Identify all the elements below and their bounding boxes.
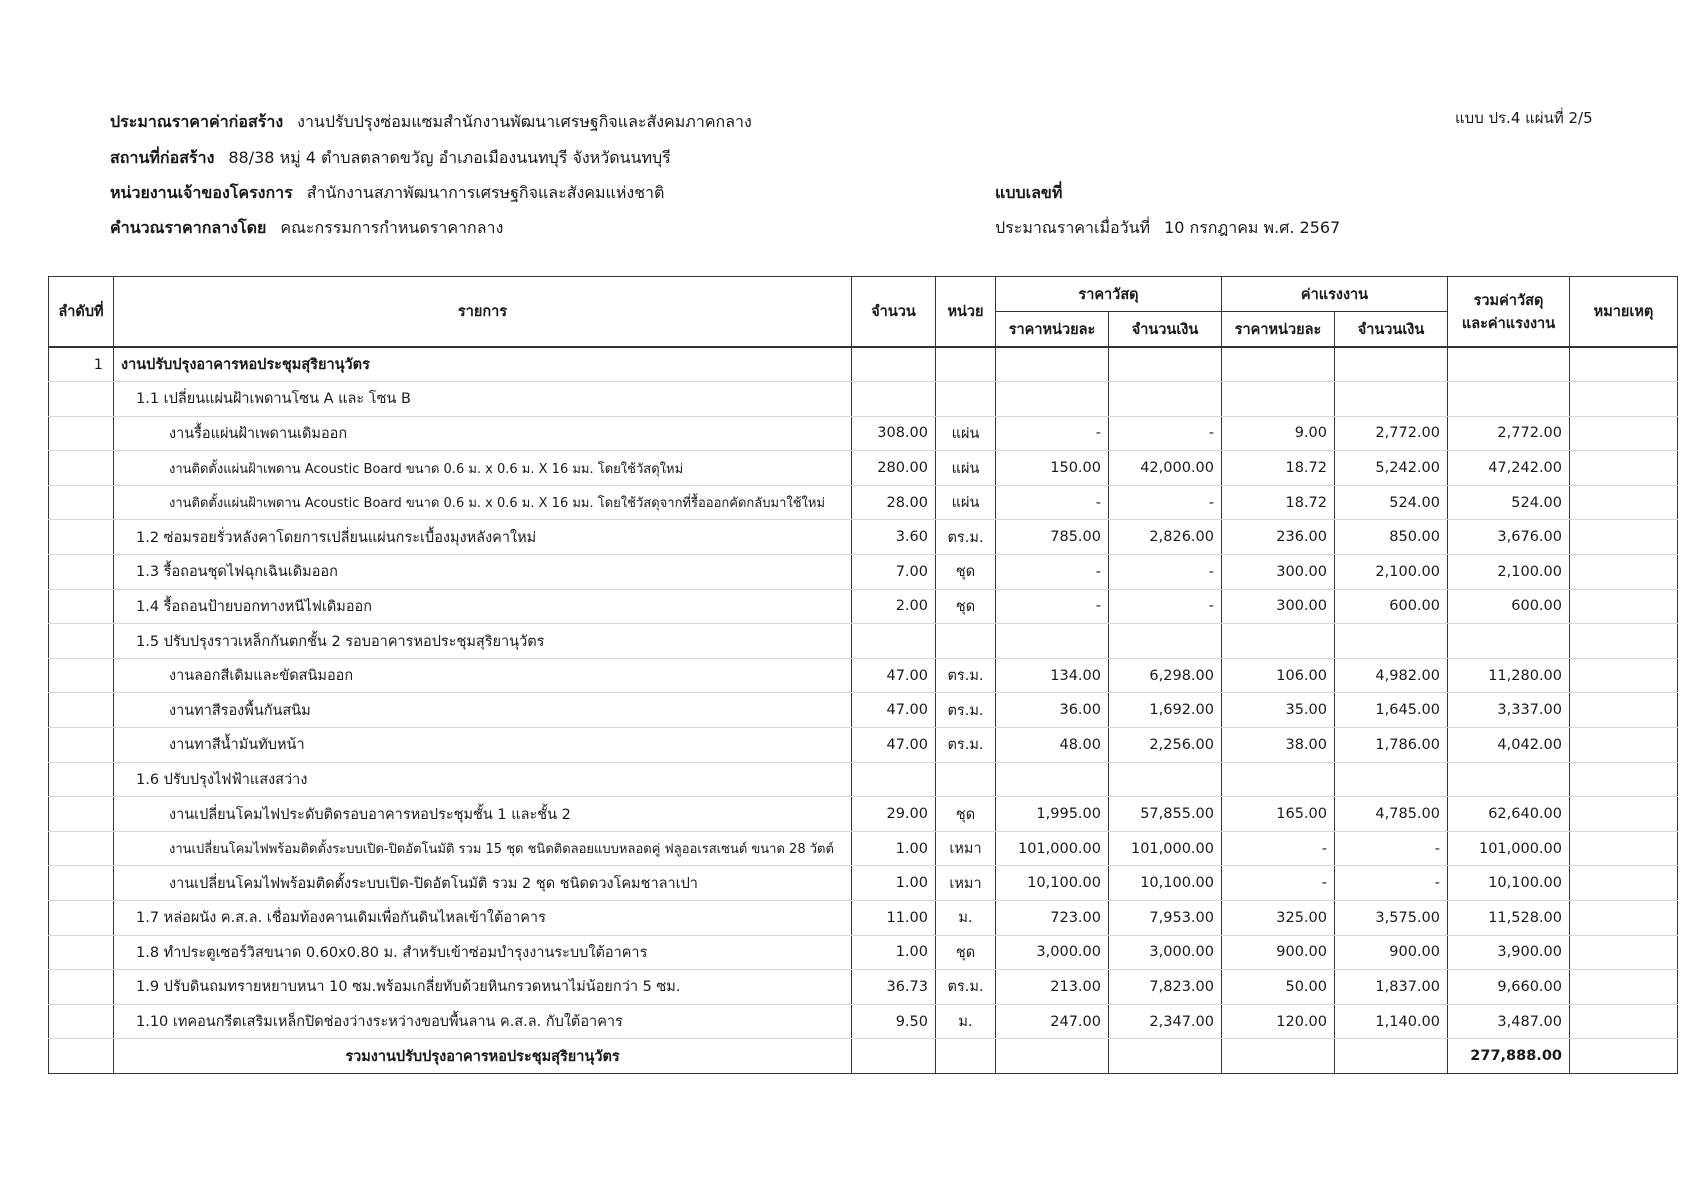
col-material-amount: จำนวนเงิน (1109, 312, 1222, 348)
item-cell: 1.6 ปรับปรุงไฟฟ้าแสงสว่าง (114, 762, 852, 797)
unit-cell (936, 347, 996, 382)
location-value: 88/38 หมู่ 4 ตำบลตลาดขวัญ อำเภอเมืองนนทบุรี จังหวัดนนทบุรี (228, 148, 671, 167)
material-amount-cell: 2,826.00 (1109, 520, 1222, 555)
material-unit-price-cell: 48.00 (996, 728, 1109, 763)
material-unit-price-cell: 785.00 (996, 520, 1109, 555)
table-row (49, 624, 1678, 659)
total-cell: 3,676.00 (1448, 520, 1570, 555)
labor-unit-price-cell: 50.00 (1222, 970, 1335, 1005)
labor-unit-price-cell (1222, 1039, 1335, 1074)
labor-unit-price-cell: 18.72 (1222, 451, 1335, 486)
material-amount-cell: 2,256.00 (1109, 728, 1222, 763)
remark-cell (1570, 520, 1678, 555)
table-row (49, 935, 1678, 970)
seq-cell (49, 451, 114, 486)
qty-cell (852, 624, 936, 659)
labor-unit-price-cell: 236.00 (1222, 520, 1335, 555)
unit-cell: เหมา (936, 866, 996, 901)
qty-cell: 36.73 (852, 970, 936, 1005)
remark-cell (1570, 866, 1678, 901)
labor-amount-cell: 1,786.00 (1335, 728, 1448, 763)
material-unit-price-cell: 3,000.00 (996, 935, 1109, 970)
material-unit-price-cell: 723.00 (996, 901, 1109, 936)
total-cell: 47,242.00 (1448, 451, 1570, 486)
labor-amount-cell: 2,100.00 (1335, 555, 1448, 590)
col-item: รายการ (114, 277, 852, 348)
date-value: 10 กรกฎาคม พ.ศ. 2567 (1164, 218, 1341, 237)
labor-amount-cell: - (1335, 831, 1448, 866)
plan-no-label: แบบเลขที่ (995, 183, 1063, 202)
labor-amount-cell (1335, 762, 1448, 797)
total-cell: 11,280.00 (1448, 658, 1570, 693)
material-unit-price-cell: 134.00 (996, 658, 1109, 693)
col-material-unit-price: ราคาหน่วยละ (996, 312, 1109, 348)
material-amount-cell: - (1109, 416, 1222, 451)
qty-cell: 1.00 (852, 935, 936, 970)
table-row (49, 555, 1678, 590)
total-label: รวมงานปรับปรุงอาคารหอประชุมสุริยานุวัตร (114, 1039, 852, 1074)
labor-amount-cell: 4,982.00 (1335, 658, 1448, 693)
item-cell: งานติดตั้งแผ่นฝ้าเพดาน Acoustic Board ขนาด 0.6 ม. x 0.6 ม. X 16 มม. โดยใช้วัสดุจากที่รื้อออกคัดกลับมาใช้ใหม่ (114, 485, 852, 520)
item-cell: งานเปลี่ยนโคมไฟพร้อมติดตั้งระบบเปิด-ปิดอัตโนมัติ รวม 15 ชุด ชนิดติดลอยแบบหลอดคู่ ฟลูออเรสเซนต์ ขนาด 28 วัตต์ (114, 831, 852, 866)
unit-cell (936, 1039, 996, 1074)
item-cell: 1.10 เทคอนกรีตเสริมเหล็กปิดช่องว่างระหว่างขอบพื้นลาน ค.ส.ล. กับใต้อาคาร (114, 1004, 852, 1039)
qty-cell: 11.00 (852, 901, 936, 936)
col-remark: หมายเหตุ (1570, 277, 1678, 348)
seq-cell (49, 728, 114, 763)
qty-cell: 3.60 (852, 520, 936, 555)
location-line (110, 146, 671, 171)
unit-cell: ม. (936, 901, 996, 936)
material-unit-price-cell: - (996, 416, 1109, 451)
qty-cell (852, 382, 936, 417)
qty-cell: 1.00 (852, 831, 936, 866)
table-row (49, 589, 1678, 624)
remark-cell (1570, 728, 1678, 763)
seq-cell (49, 901, 114, 936)
item-cell: 1.2 ซ่อมรอยรั่วหลังคาโดยการเปลี่ยนแผ่นกระเบื้องมุงหลังคาใหม่ (114, 520, 852, 555)
labor-unit-price-cell: 35.00 (1222, 693, 1335, 728)
labor-unit-price-cell: 165.00 (1222, 797, 1335, 832)
labor-unit-price-cell: - (1222, 831, 1335, 866)
qty-cell (852, 762, 936, 797)
labor-amount-cell: 1,140.00 (1335, 1004, 1448, 1039)
seq-cell (49, 831, 114, 866)
item-cell: งานทาสีน้ำมันทับหน้า (114, 728, 852, 763)
material-unit-price-cell: - (996, 555, 1109, 590)
remark-cell (1570, 797, 1678, 832)
table-row (49, 347, 1678, 382)
remark-cell (1570, 347, 1678, 382)
col-labor: ค่าแรงงาน (1222, 277, 1448, 312)
remark-cell (1570, 658, 1678, 693)
seq-cell (49, 866, 114, 901)
material-unit-price-cell: 150.00 (996, 451, 1109, 486)
material-unit-price-cell: 213.00 (996, 970, 1109, 1005)
seq-cell (49, 658, 114, 693)
calc-line (110, 216, 503, 241)
labor-unit-price-cell: 325.00 (1222, 901, 1335, 936)
material-amount-cell: 10,100.00 (1109, 866, 1222, 901)
qty-cell (852, 1039, 936, 1074)
qty-cell: 47.00 (852, 693, 936, 728)
labor-unit-price-cell: 300.00 (1222, 555, 1335, 590)
qty-cell: 28.00 (852, 485, 936, 520)
material-amount-cell: - (1109, 485, 1222, 520)
remark-cell (1570, 1039, 1678, 1074)
labor-unit-price-cell (1222, 624, 1335, 659)
calc-label: คำนวณราคากลางโดย (110, 218, 267, 237)
table-row (49, 451, 1678, 486)
table-row (49, 658, 1678, 693)
remark-cell (1570, 555, 1678, 590)
labor-amount-cell: 600.00 (1335, 589, 1448, 624)
item-cell: 1.7 หล่อผนัง ค.ส.ล. เชื่อมท้องคานเดิมเพื่อกันดินไหลเข้าใต้อาคาร (114, 901, 852, 936)
owner-label: หน่วยงานเจ้าของโครงการ (110, 183, 293, 202)
table-row (49, 866, 1678, 901)
seq-cell (49, 416, 114, 451)
project-value: งานปรับปรุงซ่อมแซมสำนักงานพัฒนาเศรษฐกิจและสังคมภาคกลาง (297, 112, 752, 131)
material-unit-price-cell: 10,100.00 (996, 866, 1109, 901)
total-cell: 9,660.00 (1448, 970, 1570, 1005)
total-cell: 62,640.00 (1448, 797, 1570, 832)
item-cell: 1.4 รื้อถอนป้ายบอกทางหนีไฟเดิมออก (114, 589, 852, 624)
labor-amount-cell: 900.00 (1335, 935, 1448, 970)
item-cell: งานเปลี่ยนโคมไฟพร้อมติดตั้งระบบเปิด-ปิดอัตโนมัติ รวม 2 ชุด ชนิดดวงโคมชาลาเปา (114, 866, 852, 901)
qty-cell: 29.00 (852, 797, 936, 832)
col-seq: ลำดับที่ (49, 277, 114, 348)
labor-unit-price-cell (1222, 762, 1335, 797)
labor-amount-cell: 4,785.00 (1335, 797, 1448, 832)
unit-cell: ตร.ม. (936, 693, 996, 728)
qty-cell (852, 347, 936, 382)
item-cell: งานรื้อแผ่นฝ้าเพดานเดิมออก (114, 416, 852, 451)
item-cell: งานทาสีรองพื้นกันสนิม (114, 693, 852, 728)
unit-cell: ชุด (936, 555, 996, 590)
seq-cell: 1 (49, 347, 114, 382)
labor-amount-cell: - (1335, 866, 1448, 901)
seq-cell (49, 624, 114, 659)
labor-amount-cell (1335, 382, 1448, 417)
remark-cell (1570, 935, 1678, 970)
table-row (49, 485, 1678, 520)
table-row (49, 797, 1678, 832)
labor-unit-price-cell (1222, 382, 1335, 417)
labor-unit-price-cell: 18.72 (1222, 485, 1335, 520)
item-cell: 1.9 ปรับดินถมทรายหยาบหนา 10 ซม.พร้อมเกลี่ยทับด้วยหินกรวดหนาไม่น้อยกว่า 5 ซม. (114, 970, 852, 1005)
material-amount-cell: 1,692.00 (1109, 693, 1222, 728)
total-cell: 11,528.00 (1448, 901, 1570, 936)
labor-amount-cell: 1,837.00 (1335, 970, 1448, 1005)
qty-cell: 47.00 (852, 728, 936, 763)
remark-cell (1570, 1004, 1678, 1039)
total-cell (1448, 762, 1570, 797)
seq-cell (49, 1039, 114, 1074)
remark-cell (1570, 762, 1678, 797)
material-amount-cell: 7,823.00 (1109, 970, 1222, 1005)
material-amount-cell: - (1109, 555, 1222, 590)
owner-value: สำนักงานสภาพัฒนาการเศรษฐกิจและสังคมแห่งชาติ (306, 183, 665, 202)
material-unit-price-cell: - (996, 589, 1109, 624)
material-amount-cell: 6,298.00 (1109, 658, 1222, 693)
remark-cell (1570, 970, 1678, 1005)
seq-cell (49, 935, 114, 970)
qty-cell: 280.00 (852, 451, 936, 486)
unit-cell: แผ่น (936, 485, 996, 520)
material-amount-cell (1109, 347, 1222, 382)
labor-unit-price-cell: 38.00 (1222, 728, 1335, 763)
table-row (49, 831, 1678, 866)
material-unit-price-cell (996, 347, 1109, 382)
material-amount-cell (1109, 382, 1222, 417)
col-total-line2: และค่าแรงงาน (1461, 315, 1556, 332)
table-row (49, 382, 1678, 417)
date-label: ประมาณราคาเมื่อวันที่ (995, 218, 1151, 237)
seq-cell (49, 555, 114, 590)
material-amount-cell: 57,855.00 (1109, 797, 1222, 832)
location-label: สถานที่ก่อสร้าง (110, 148, 215, 167)
col-unit: หน่วย (936, 277, 996, 348)
material-amount-cell: 2,347.00 (1109, 1004, 1222, 1039)
item-cell: งานปรับปรุงอาคารหอประชุมสุริยานุวัตร (114, 347, 852, 382)
material-amount-cell: 101,000.00 (1109, 831, 1222, 866)
labor-unit-price-cell: - (1222, 866, 1335, 901)
unit-cell: ตร.ม. (936, 728, 996, 763)
owner-line (110, 181, 664, 206)
item-cell: 1.8 ทำประตูเซอร์วิสขนาด 0.60x0.80 ม. สำหรับเข้าซ่อมบำรุงงานระบบใต้อาคาร (114, 935, 852, 970)
labor-unit-price-cell: 120.00 (1222, 1004, 1335, 1039)
total-cell: 3,900.00 (1448, 935, 1570, 970)
unit-cell: แผ่น (936, 451, 996, 486)
remark-cell (1570, 416, 1678, 451)
remark-cell (1570, 589, 1678, 624)
material-amount-cell: 7,953.00 (1109, 901, 1222, 936)
unit-cell: ม. (936, 1004, 996, 1039)
total-row (49, 1039, 1678, 1074)
item-cell: งานเปลี่ยนโคมไฟประดับติดรอบอาคารหอประชุมชั้น 1 และชั้น 2 (114, 797, 852, 832)
seq-cell (49, 382, 114, 417)
qty-cell: 47.00 (852, 658, 936, 693)
item-cell: 1.3 รื้อถอนชุดไฟฉุกเฉินเดิมออก (114, 555, 852, 590)
table-row (49, 970, 1678, 1005)
total-cell: 10,100.00 (1448, 866, 1570, 901)
col-labor-amount: จำนวนเงิน (1335, 312, 1448, 348)
qty-cell: 7.00 (852, 555, 936, 590)
unit-cell: ชุด (936, 589, 996, 624)
labor-unit-price-cell: 300.00 (1222, 589, 1335, 624)
qty-cell: 9.50 (852, 1004, 936, 1039)
qty-cell: 1.00 (852, 866, 936, 901)
seq-cell (49, 762, 114, 797)
table-row (49, 1004, 1678, 1039)
material-amount-cell: 3,000.00 (1109, 935, 1222, 970)
labor-amount-cell: 524.00 (1335, 485, 1448, 520)
item-cell: 1.1 เปลี่ยนแผ่นฝ้าเพดานโซน A และ โซน B (114, 382, 852, 417)
seq-cell (49, 797, 114, 832)
total-cell: 4,042.00 (1448, 728, 1570, 763)
unit-cell (936, 382, 996, 417)
seq-cell (49, 970, 114, 1005)
material-unit-price-cell (996, 1039, 1109, 1074)
total-cell: 3,487.00 (1448, 1004, 1570, 1039)
material-unit-price-cell: 101,000.00 (996, 831, 1109, 866)
remark-cell (1570, 624, 1678, 659)
labor-unit-price-cell (1222, 347, 1335, 382)
material-amount-cell (1109, 1039, 1222, 1074)
seq-cell (49, 1004, 114, 1039)
form-code: แบบ ปร.4 แผ่นที่ 2/5 (1455, 109, 1593, 127)
estimate-date (995, 216, 1340, 241)
table-row (49, 901, 1678, 936)
qty-cell: 2.00 (852, 589, 936, 624)
col-total-line1: รวมค่าวัสดุ (1473, 292, 1544, 309)
remark-cell (1570, 485, 1678, 520)
unit-cell: ตร.ม. (936, 520, 996, 555)
material-amount-cell (1109, 762, 1222, 797)
total-cell: 2,772.00 (1448, 416, 1570, 451)
unit-cell: เหมา (936, 831, 996, 866)
total-cell: 600.00 (1448, 589, 1570, 624)
material-unit-price-cell (996, 382, 1109, 417)
remark-cell (1570, 382, 1678, 417)
col-total (1448, 277, 1570, 348)
project-line (110, 110, 752, 135)
labor-amount-cell: 1,645.00 (1335, 693, 1448, 728)
unit-cell (936, 762, 996, 797)
total-cell (1448, 624, 1570, 659)
table-row (49, 520, 1678, 555)
labor-amount-cell (1335, 347, 1448, 382)
material-amount-cell (1109, 624, 1222, 659)
unit-cell: ชุด (936, 797, 996, 832)
labor-amount-cell: 2,772.00 (1335, 416, 1448, 451)
material-unit-price-cell (996, 624, 1109, 659)
col-material: ราคาวัสดุ (996, 277, 1222, 312)
labor-unit-price-cell: 900.00 (1222, 935, 1335, 970)
seq-cell (49, 485, 114, 520)
estimate-table (48, 276, 1678, 1074)
material-amount-cell: 42,000.00 (1109, 451, 1222, 486)
total-cell: 524.00 (1448, 485, 1570, 520)
material-unit-price-cell: 1,995.00 (996, 797, 1109, 832)
unit-cell: ตร.ม. (936, 970, 996, 1005)
remark-cell (1570, 693, 1678, 728)
qty-cell: 308.00 (852, 416, 936, 451)
labor-amount-cell (1335, 1039, 1448, 1074)
remark-cell (1570, 901, 1678, 936)
material-unit-price-cell: - (996, 485, 1109, 520)
material-unit-price-cell: 36.00 (996, 693, 1109, 728)
col-qty: จำนวน (852, 277, 936, 348)
calc-value: คณะกรรมการกำหนดราคากลาง (280, 218, 504, 237)
labor-unit-price-cell: 9.00 (1222, 416, 1335, 451)
plan-no (995, 181, 1062, 206)
unit-cell: ตร.ม. (936, 658, 996, 693)
item-cell: 1.5 ปรับปรุงราวเหล็กกันตกชั้น 2 รอบอาคารหอประชุมสุริยานุวัตร (114, 624, 852, 659)
table-row (49, 728, 1678, 763)
material-unit-price-cell: 247.00 (996, 1004, 1109, 1039)
labor-amount-cell: 3,575.00 (1335, 901, 1448, 936)
total-cell (1448, 347, 1570, 382)
table-row (49, 762, 1678, 797)
labor-unit-price-cell: 106.00 (1222, 658, 1335, 693)
item-cell: งานลอกสีเดิมและขัดสนิมออก (114, 658, 852, 693)
project-label: ประมาณราคาค่าก่อสร้าง (110, 112, 284, 131)
total-cell: 2,100.00 (1448, 555, 1570, 590)
unit-cell (936, 624, 996, 659)
material-amount-cell: - (1109, 589, 1222, 624)
total-cell: 101,000.00 (1448, 831, 1570, 866)
table-row (49, 416, 1678, 451)
grand-total-value: 277,888.00 (1448, 1039, 1570, 1074)
table-body (49, 347, 1678, 1073)
item-cell: งานติดตั้งแผ่นฝ้าเพดาน Acoustic Board ขนาด 0.6 ม. x 0.6 ม. X 16 มม. โดยใช้วัสดุใหม่ (114, 451, 852, 486)
material-unit-price-cell (996, 762, 1109, 797)
table-row (49, 693, 1678, 728)
seq-cell (49, 520, 114, 555)
col-labor-unit-price: ราคาหน่วยละ (1222, 312, 1335, 348)
total-cell: 3,337.00 (1448, 693, 1570, 728)
remark-cell (1570, 451, 1678, 486)
seq-cell (49, 589, 114, 624)
table-header (49, 277, 1678, 348)
seq-cell (49, 693, 114, 728)
labor-amount-cell: 850.00 (1335, 520, 1448, 555)
unit-cell: ชุด (936, 935, 996, 970)
labor-amount-cell: 5,242.00 (1335, 451, 1448, 486)
labor-amount-cell (1335, 624, 1448, 659)
total-cell (1448, 382, 1570, 417)
remark-cell (1570, 831, 1678, 866)
unit-cell: แผ่น (936, 416, 996, 451)
